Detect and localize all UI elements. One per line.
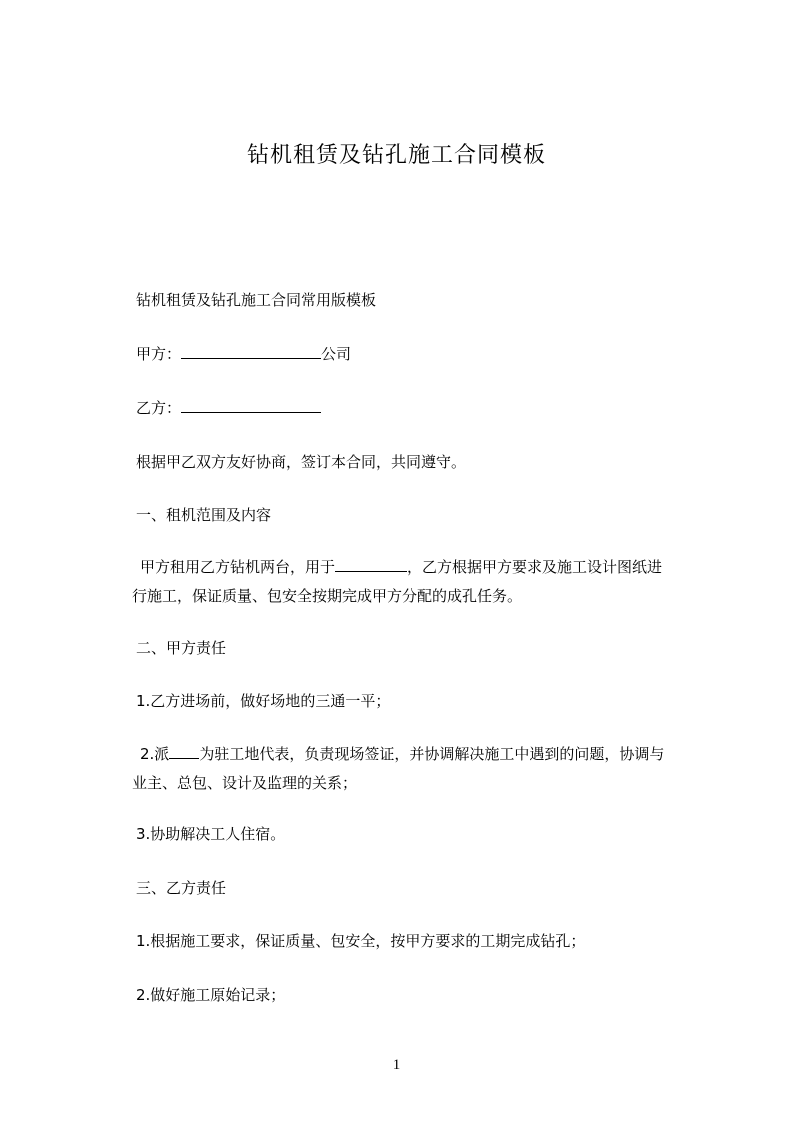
party-b-line xyxy=(136,395,706,421)
section3-item1: 1.根据施工要求，保证质量、包安全，按甲方要求的工期完成钻孔； xyxy=(136,932,586,950)
document-title: 钻机租赁及钻孔施工合同模板 xyxy=(246,143,546,168)
party-a-label: 甲方： xyxy=(136,345,182,363)
section2-item2 xyxy=(132,740,706,798)
section1-blank xyxy=(335,557,407,572)
section1-line2: 行施工，保证质量、包安全按期完成甲方分配的成孔任务。 xyxy=(132,587,523,605)
section1-line1 xyxy=(136,553,706,582)
party-b-blank xyxy=(181,398,321,413)
section2-item2-line2: 业主、总包、设计及监理的关系； xyxy=(132,774,358,792)
section2-item3: 3.协助解决工人住宿。 xyxy=(136,825,286,843)
party-a-line xyxy=(136,341,706,367)
section2-item1: 1.乙方进场前，做好场地的三通一平； xyxy=(136,692,391,710)
section1-paragraph xyxy=(132,553,706,611)
party-b-label: 乙方： xyxy=(136,399,182,417)
section1-heading: 一、租机范围及内容 xyxy=(136,506,272,524)
section2-item2-line1 xyxy=(136,740,706,769)
party-a-suffix: 公司 xyxy=(321,345,352,363)
section2-item2-text-a: 2.派 xyxy=(140,745,170,763)
section1-text-a: 甲方租用乙方钻机两台，用于 xyxy=(140,558,336,576)
section3-heading: 三、乙方责任 xyxy=(136,879,227,897)
representative-blank xyxy=(169,744,199,759)
page-number: 1 xyxy=(392,1057,401,1073)
document-subtitle: 钻机租赁及钻孔施工合同常用版模板 xyxy=(136,291,377,309)
intro-text: 根据甲乙双方友好协商，签订本合同，共同遵守。 xyxy=(136,453,467,471)
section3-item2: 2.做好施工原始记录； xyxy=(136,986,286,1004)
section2-item2-text-b: 为驻工地代表，负责现场签证，并协调解决施工中遇到的问题，协调与 xyxy=(199,745,665,763)
section1-text-b: ，乙方根据甲方要求及施工设计图纸进 xyxy=(407,558,663,576)
section2-heading: 二、甲方责任 xyxy=(136,639,227,657)
party-a-blank xyxy=(181,344,321,359)
